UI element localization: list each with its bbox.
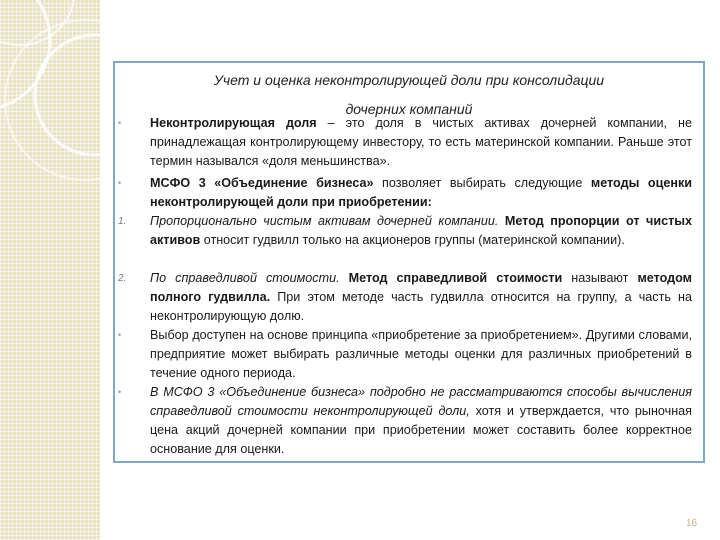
term-bold: Неконтролирующая доля [150,116,317,130]
definition-text: – это доля в чистых активах дочерней компании, не принадлежащая контролирующему инвестору, то есть материнской компании. Раньше этот термин назывался «доля меньшинства». [150,116,692,168]
number-marker: 2. [118,273,127,284]
method-italic: Пропорционально чистым активам дочерней компании. [150,214,499,228]
page-number: 16 [686,518,698,529]
decorative-circles [0,0,100,540]
decorative-side-strip [0,0,100,540]
item-text: Выбор доступен на основе принципа «приобретение за приобретением». Другими словами, предприятие может выбирать различные методы оценки для различных приобретений в течение одного периода. [150,328,692,380]
number-marker: 1. [118,216,127,227]
note-italic: В МСФО 3 «Объединение бизнеса» подробно не рассматриваются способы вычисления справедливой стоимости неконтролирующей доли, [150,385,692,418]
item-mid-text: позволяет выбирать следующие [373,176,591,190]
item-text [150,269,692,326]
item-text [150,114,692,171]
note-text: хотя и утверждается, что рыночная цена акций дочерней компании при приобретении может составить более корректное основание для оценки. [150,404,692,456]
method-italic: По справедливой стоимости. [150,271,340,285]
bullet-marker: • [118,178,122,188]
standard-name-bold: МСФО 3 «Объединение бизнеса» [150,176,374,190]
bullet-marker: • [118,330,122,340]
item-text [150,212,692,250]
title-line-2: дочерних компаний [345,101,473,117]
item-text [150,383,692,459]
method-description: относит гудвилл только на акционеров группы (материнской компании). [200,233,625,247]
title-line-1: Учет и оценка неконтролирующей доли при консолидации [213,72,605,88]
method-name-bold: Метод справедливой стоимости [339,271,563,285]
item-text [150,174,692,212]
bullet-marker: • [118,387,122,397]
method-description: При этом методе часть гудвилла относится на группу, а часть на неконтролирующую долю. [150,290,692,323]
methods-bold: методы оценки неконтролирующей доли при приобретении: [150,176,692,209]
item-mid-text: называют [562,271,638,285]
method-name-bold: Метод пропорции от чистых активов [150,214,692,247]
full-goodwill-bold: методом полного гудвилла. [150,271,692,304]
bullet-marker: • [118,118,122,128]
